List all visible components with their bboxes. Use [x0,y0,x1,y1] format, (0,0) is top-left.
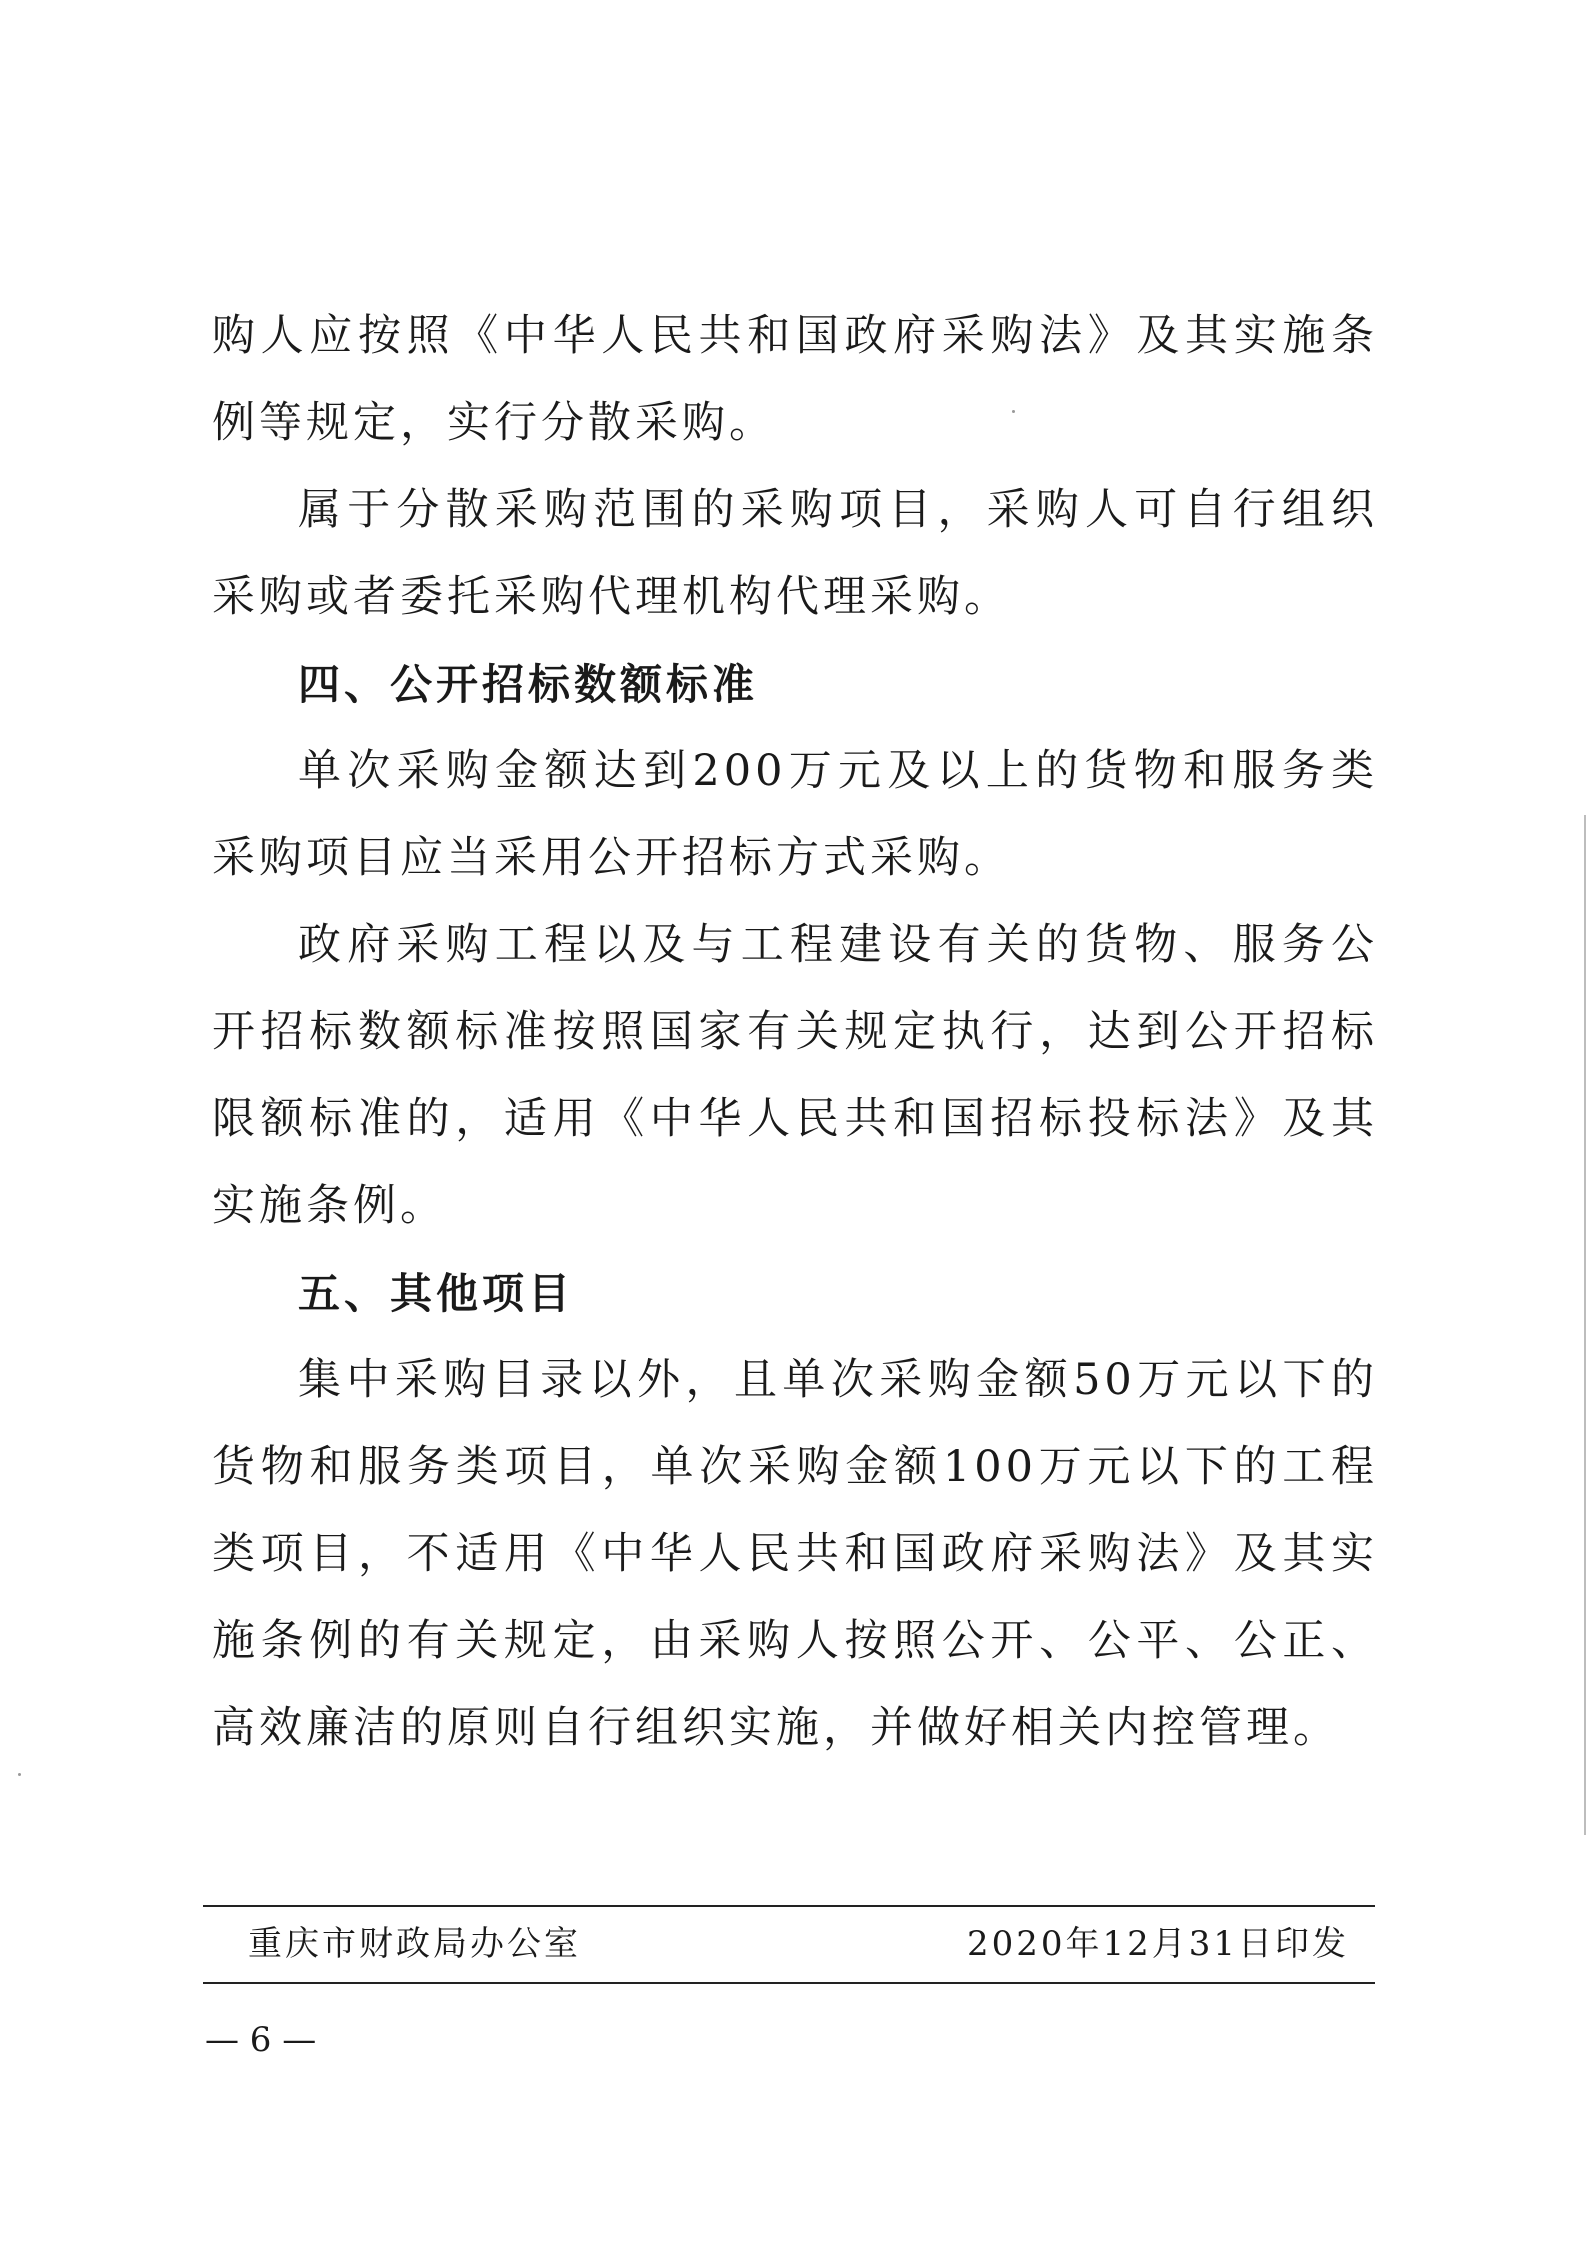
paragraph-tender-threshold: 单次采购金额达到200万元及以上的货物和服务类采购项目应当采用公开招标方式采购。 [212,746,1378,883]
paragraph-other-projects: 集中采购目录以外，且单次采购金额50万元以下的货物和服务类项目，单次采购金额100万元以下的工程类项目，不适用《中华人民共和国政府采购法》及其实施条例的有关规定，由采购人按照公开、公平、公正、高效廉洁的原则自行组织实施，并做好相关内控管理。 [212,1355,1378,1753]
paragraph-decentralized-procurement: 属于分散采购范围的采购项目，采购人可自行组织采购或者委托采购代理机构代理采购。 [212,485,1378,622]
scan-edge-mark [1584,815,1586,1835]
imprint-top-rule [203,1905,1375,1907]
page-number: — 6 — [205,2020,317,2060]
paragraph-continuation: 购人应按照《中华人民共和国政府采购法》及其实施条例等规定，实行分散采购。 [212,311,1378,448]
scan-speck [18,1773,21,1776]
scan-speck [1012,410,1015,413]
body-text [212,293,1378,1772]
imprint-bottom-rule [203,1982,1375,1984]
section-heading-4: 四、公开招标数额标准 [298,660,759,709]
section-heading-5: 五、其他项目 [298,1269,575,1318]
paragraph-engineering-tender: 政府采购工程以及与工程建设有关的货物、服务公开招标数额标准按照国家有关规定执行，达到公开招标限额标准的，适用《中华人民共和国招标投标法》及其实施条例。 [212,920,1378,1231]
imprint-organization: 重庆市财政局办公室 [248,1924,581,1964]
imprint-date: 2020年12月31日印发 [966,1924,1349,1964]
